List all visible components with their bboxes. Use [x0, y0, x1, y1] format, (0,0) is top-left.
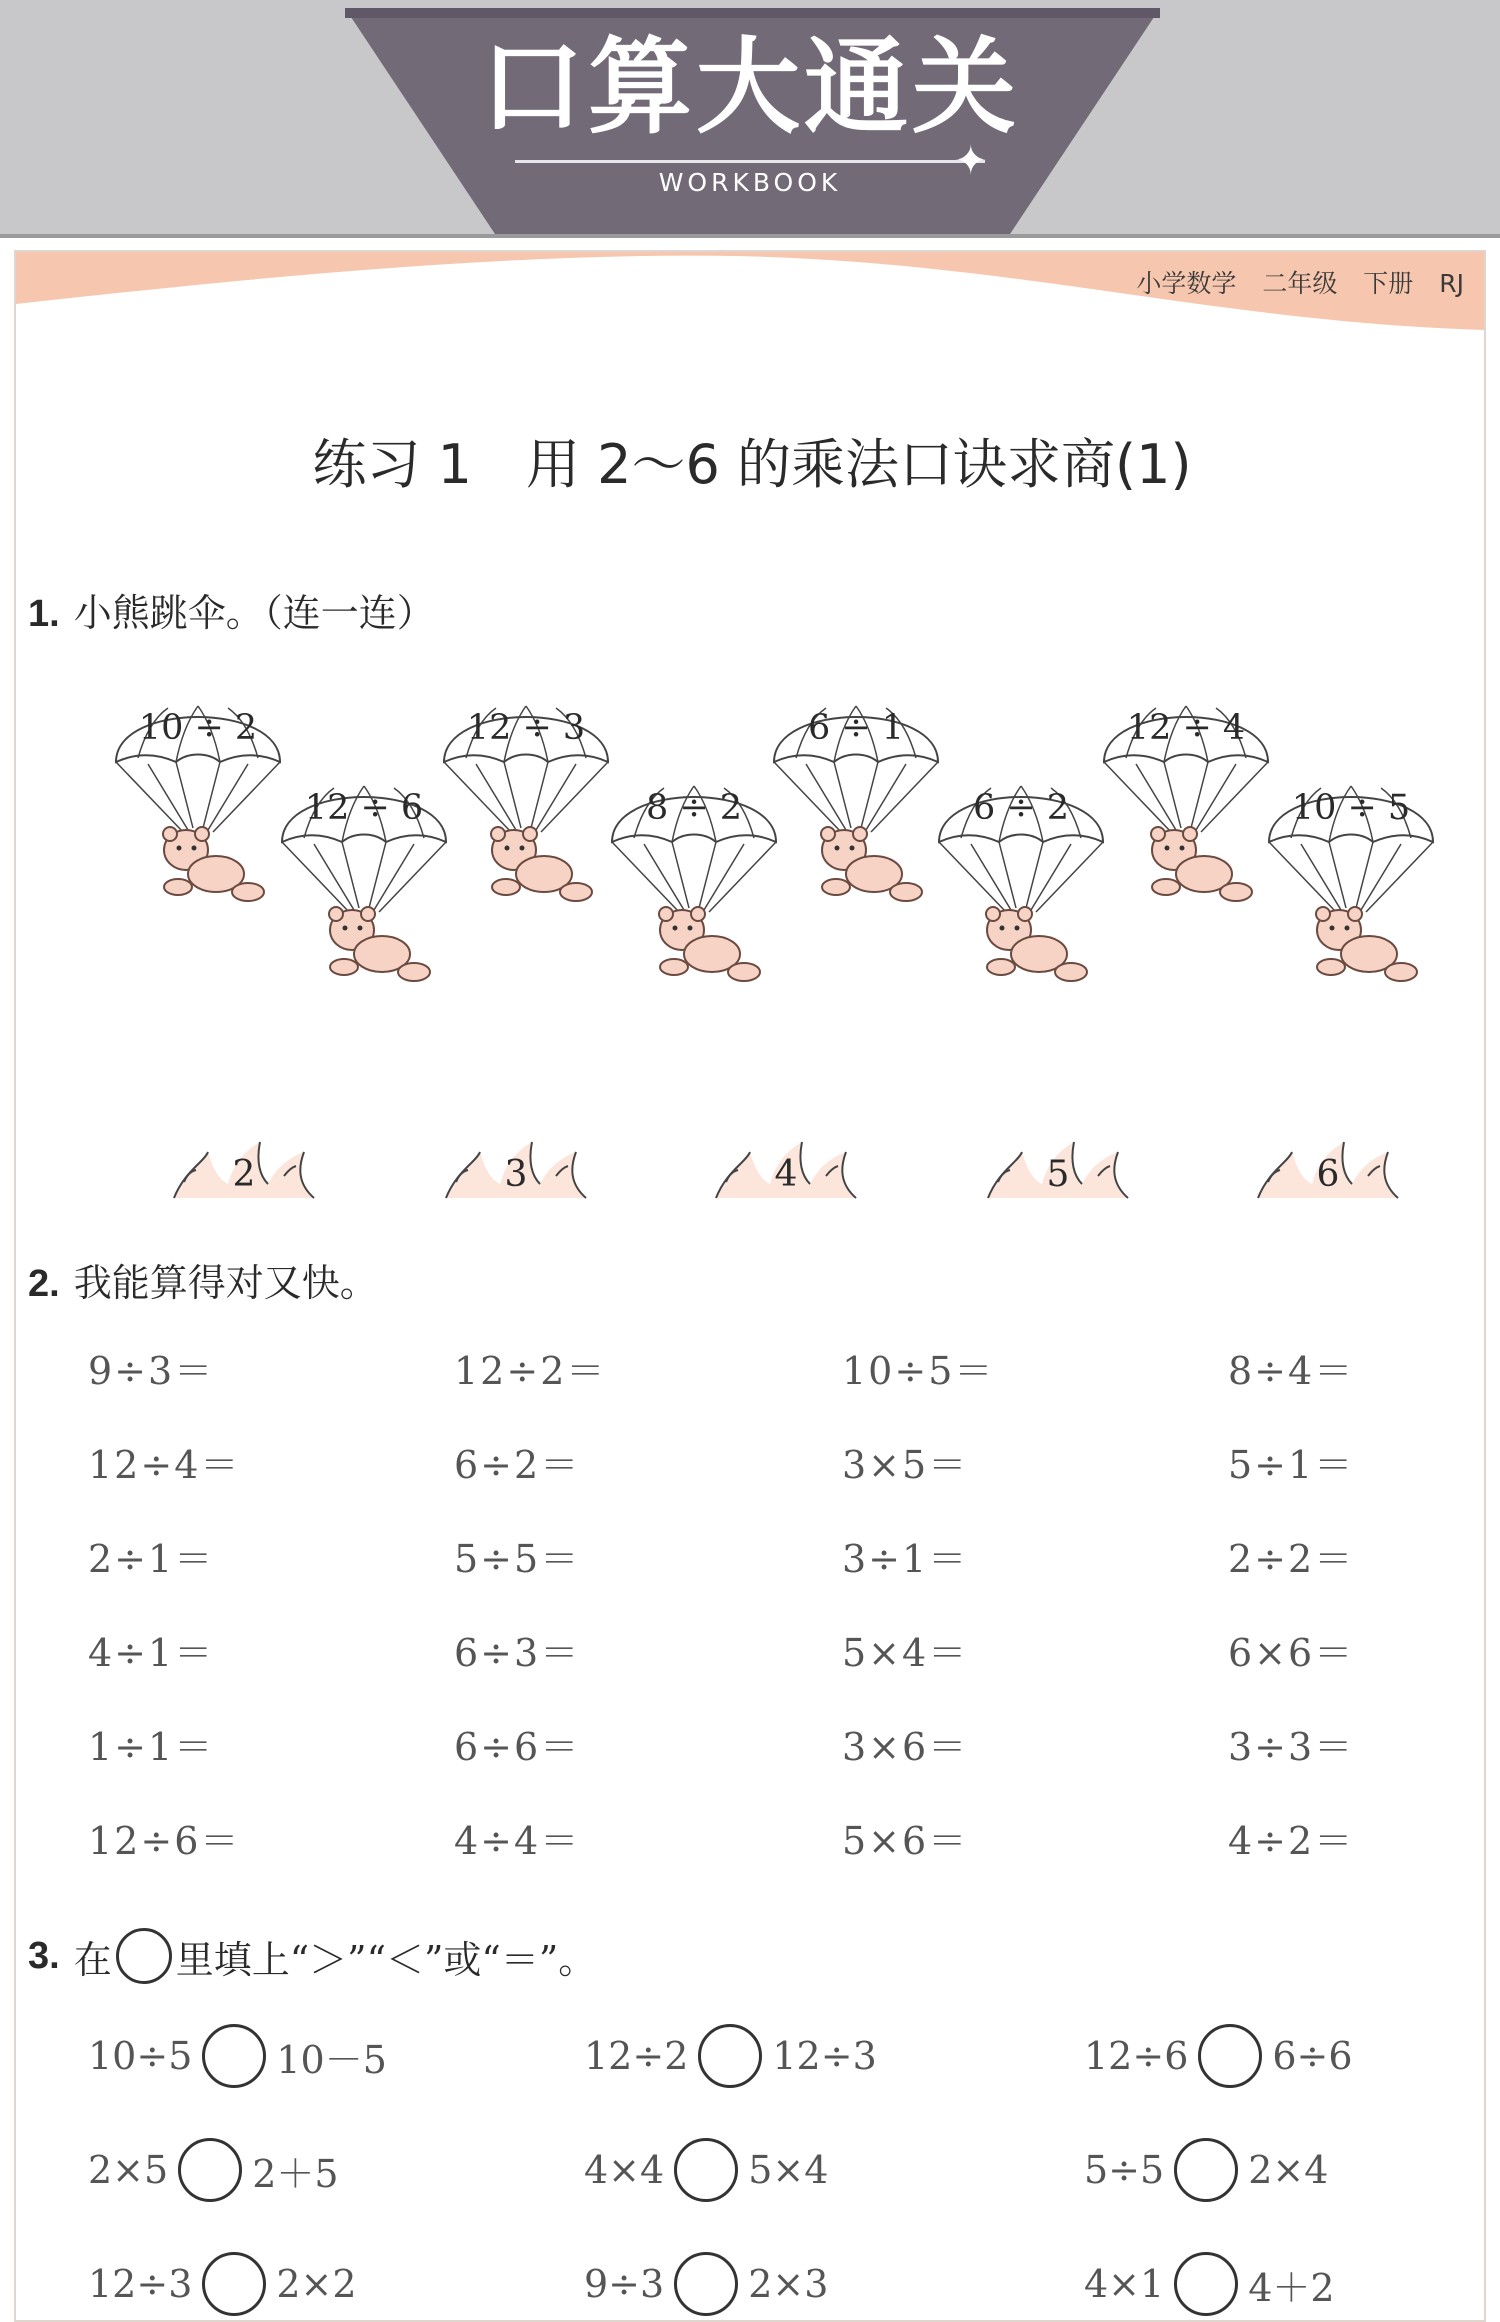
equation: 4÷2＝	[1228, 1819, 1355, 1863]
parachute-label: 10 ÷ 5	[1291, 788, 1411, 828]
parachute[interactable]	[1261, 762, 1441, 992]
equation: 5÷1＝	[1228, 1443, 1355, 1487]
answer-circle[interactable]	[674, 2252, 738, 2316]
parachute[interactable]	[274, 762, 454, 992]
equation: 9÷3＝	[88, 1349, 215, 1393]
target-number: 6	[1316, 1154, 1340, 1195]
right-expression: 2×4	[1248, 2148, 1329, 2192]
comparison-item	[1084, 2252, 1335, 2316]
answer-circle[interactable]	[1174, 2252, 1238, 2316]
grass-target[interactable]	[1248, 1132, 1408, 1202]
grass-target[interactable]	[436, 1132, 596, 1202]
book-subtitle: WORKBOOK	[658, 168, 842, 197]
left-expression: 2×5	[88, 2148, 169, 2192]
parachute[interactable]	[766, 682, 946, 912]
equation: 5÷5＝	[454, 1537, 581, 1581]
right-expression: 10－5	[276, 2037, 387, 2082]
parachute-label: 6 ÷ 1	[807, 708, 905, 748]
lesson-title: 练习 1 用 2～6 的乘法口诀求商(1)	[312, 433, 1192, 496]
answer-circle[interactable]	[1198, 2024, 1262, 2088]
question-1-heading	[28, 582, 435, 637]
equation: 1÷1＝	[88, 1725, 215, 1769]
question-prompt-before: 在	[73, 1937, 112, 1982]
comparison-item	[88, 2138, 339, 2202]
parachute-label: 12 ÷ 6	[304, 788, 424, 828]
left-expression: 12÷3	[88, 2262, 193, 2306]
parachute[interactable]	[436, 682, 616, 912]
comparison-item	[88, 2024, 387, 2088]
question-number: 1.	[28, 593, 60, 635]
question-prompt: 小熊跳伞。（连一连）	[73, 591, 435, 635]
equation: 6÷3＝	[454, 1631, 581, 1675]
equation: 5×6＝	[842, 1819, 969, 1863]
parachute[interactable]	[604, 762, 784, 992]
right-expression: 5×4	[748, 2148, 829, 2192]
equation: 3×6＝	[842, 1725, 969, 1769]
parachute-label: 12 ÷ 3	[466, 708, 586, 748]
target-number: 3	[504, 1154, 528, 1195]
question-2-heading	[28, 1252, 378, 1307]
parachute[interactable]	[1096, 682, 1276, 912]
question-number: 3.	[28, 1934, 60, 1977]
equation: 6÷2＝	[454, 1443, 581, 1487]
right-expression: 12÷3	[772, 2034, 877, 2078]
parachute[interactable]	[108, 682, 288, 912]
answer-circle[interactable]	[178, 2138, 242, 2202]
parachute[interactable]	[931, 762, 1111, 992]
parachute-label: 12 ÷ 4	[1126, 708, 1246, 748]
circle-icon	[116, 1928, 172, 1984]
answer-circle[interactable]	[698, 2024, 762, 2088]
equation: 3÷1＝	[842, 1537, 969, 1581]
left-expression: 9÷3	[584, 2262, 665, 2306]
equation: 8÷4＝	[1228, 1349, 1355, 1393]
left-expression: 4×1	[1084, 2262, 1165, 2306]
answer-circle[interactable]	[202, 2024, 266, 2088]
comparison-item	[88, 2252, 357, 2316]
equation: 4÷1＝	[88, 1631, 215, 1675]
equation: 2÷2＝	[1228, 1537, 1355, 1581]
book-meta: 小学数学 二年级 下册 RJ	[1136, 269, 1464, 298]
left-expression: 4×4	[584, 2148, 665, 2192]
question-number: 2.	[28, 1263, 60, 1305]
comparison-item	[1084, 2138, 1328, 2202]
question-3-heading	[28, 1928, 596, 1984]
comparison-item	[584, 2252, 828, 2316]
equation: 12÷2＝	[454, 1349, 607, 1393]
sparkle-icon: ✦	[954, 138, 988, 184]
right-expression: 2×2	[276, 2262, 357, 2306]
equation: 3÷3＝	[1228, 1725, 1355, 1769]
grass-target[interactable]	[164, 1132, 324, 1202]
comparison-item	[584, 2024, 877, 2088]
target-number: 4	[774, 1154, 798, 1195]
book-title: 口算大通关	[479, 26, 1020, 148]
right-expression: 2×3	[748, 2262, 829, 2306]
parachute-label: 10 ÷ 2	[138, 708, 258, 748]
question-prompt-after: 里填上“＞”“＜”或“＝”。	[175, 1937, 597, 1982]
target-number: 5	[1046, 1154, 1070, 1195]
grass-target[interactable]	[706, 1132, 866, 1202]
right-expression: 6÷6	[1272, 2034, 1353, 2078]
parachute-label: 6 ÷ 2	[972, 788, 1070, 828]
equation: 6×6＝	[1228, 1631, 1355, 1675]
equation: 12÷4＝	[88, 1443, 241, 1487]
left-expression: 5÷5	[1084, 2148, 1165, 2192]
comparison-item	[1084, 2024, 1353, 2088]
worksheet-page	[14, 250, 1486, 2322]
left-expression: 12÷2	[584, 2034, 689, 2078]
grass-target[interactable]	[978, 1132, 1138, 1202]
equation: 3×5＝	[842, 1443, 969, 1487]
equation: 12÷6＝	[88, 1819, 241, 1863]
equation: 2÷1＝	[88, 1537, 215, 1581]
equation: 5×4＝	[842, 1631, 969, 1675]
right-expression: 4＋2	[1248, 2265, 1335, 2310]
answer-circle[interactable]	[1174, 2138, 1238, 2202]
comparison-item	[584, 2138, 828, 2202]
right-expression: 2＋5	[252, 2151, 339, 2196]
header-banner	[0, 0, 1500, 238]
left-expression: 10÷5	[88, 2034, 193, 2078]
equation: 10÷5＝	[842, 1349, 995, 1393]
left-expression: 12÷6	[1084, 2034, 1189, 2078]
parachute-label: 8 ÷ 2	[645, 788, 743, 828]
title-underline	[515, 160, 985, 163]
question-prompt: 我能算得对又快。	[73, 1261, 378, 1305]
answer-circle[interactable]	[202, 2252, 266, 2316]
equation: 6÷6＝	[454, 1725, 581, 1769]
target-number: 2	[232, 1154, 256, 1195]
answer-circle[interactable]	[674, 2138, 738, 2202]
equation: 4÷4＝	[454, 1819, 581, 1863]
